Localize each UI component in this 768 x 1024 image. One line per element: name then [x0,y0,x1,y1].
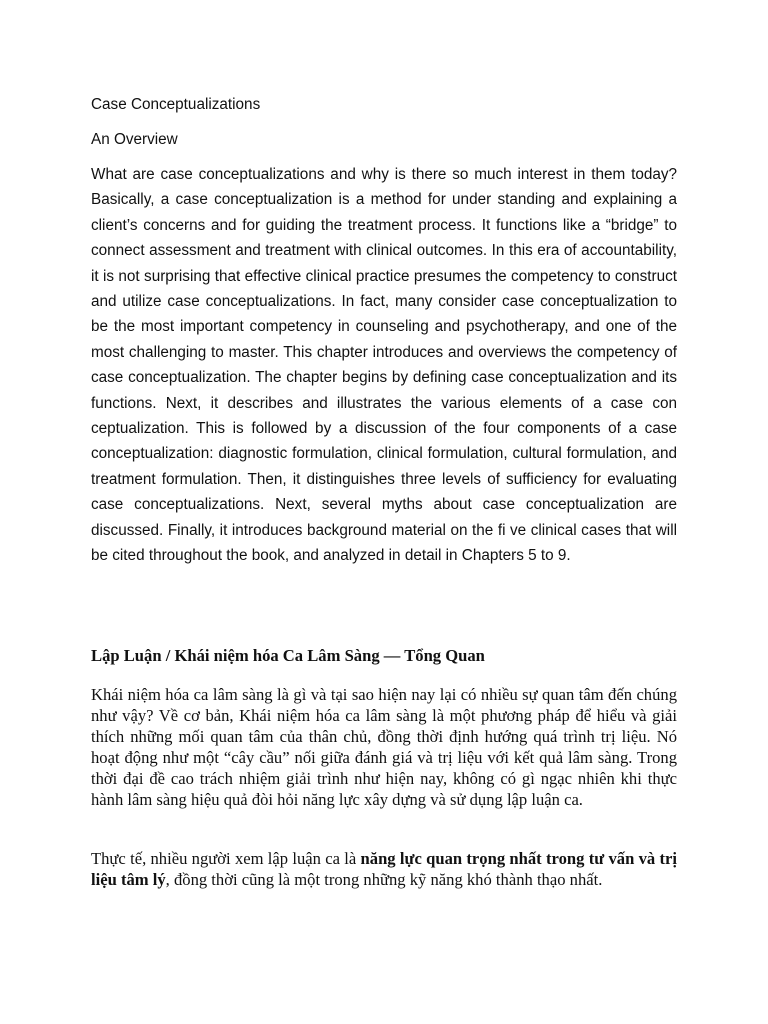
vietnamese-paragraph-1: Khái niệm hóa ca lâm sàng là gì và tại sao hiện nay lại có nhiều sự quan tâm đến chúng như vậy? Về cơ bản, Khái niệm hóa ca lâm sàng là một phương pháp để hiểu và giải thích những mối quan tâm của thân chủ, đồng thời định hướng quá trình trị liệu. Nó hoạt động như một “cây cầu” nối giữa đánh giá và trị liệu với kết quả lâm sàng. Trong thời đại đề cao trách nhiệm giải trình như hiện nay, không có gì ngạc nhiên khi thực hành lâm sàng hiệu quả đòi hỏi năng lực xây dựng và sử dụng lập luận ca. [91,685,677,809]
vietnamese-paragraph-2-lead: Thực tế, nhiều người xem lập luận ca là [91,849,361,868]
document-subtitle: An Overview [91,131,178,148]
document-title: Case Conceptualizations [91,96,261,113]
vietnamese-paragraph-2-tail: , đồng thời cũng là một trong những kỹ năng khó thành thạo nhất. [165,870,603,889]
vietnamese-paragraph-2-emphasis: năng lực quan trọng nhất trong tư vấn và trị liệu tâm lý [91,849,677,889]
vietnamese-paragraph-2 [91,848,677,890]
intro-paragraph: What are case conceptualizations and why is there so much interest in them today? Basically, a case conceptualization is a method for under standing and explaining a client’s concerns and for guiding the treatment process. It functions like a “bridge” to connect assessment and treatment with clinical outcomes. In this era of accountability, it is not surprising that effective clinical practice presumes the competency to construct and utilize case conceptualizations. In fact, many consider case conceptualization to be the most important competency in counseling and psychotherapy, and one of the most challenging to master. This chapter introduces and overviews the competency of case conceptualization. The chapter begins by defining case conceptualization and its functions. Next, it describes and illustrates the various elements of a case con ceptualization. This is followed by a discussion of the four components of a case conceptualization: diagnostic formulation, clinical formulation, cultural formulation, and treatment formulation. Then, it distinguishes three levels of sufficiency for evaluating case conceptualizations. Next, several myths about case conceptualization are discussed. Finally, it introduces background material on the fi ve clinical cases that will be cited throughout the book, and analyzed in detail in Chapters 5 to 9. [91,166,677,565]
vietnamese-heading: Lập Luận / Khái niệm hóa Ca Lâm Sàng — Tổng Quan [91,646,485,665]
